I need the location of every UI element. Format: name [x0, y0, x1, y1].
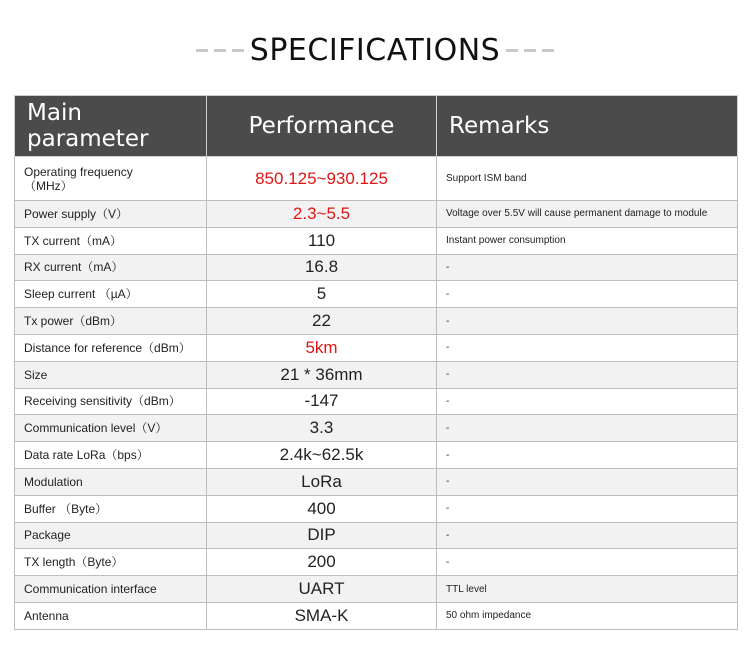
parameter-cell: Data rate LoRa（bps） [15, 442, 207, 469]
performance-cell: 110 [207, 227, 437, 254]
header-main-parameter: Main parameter [15, 96, 207, 157]
performance-cell: 200 [207, 549, 437, 576]
right-dash-divider [506, 49, 554, 52]
parameter-cell: Package [15, 522, 207, 549]
performance-cell: 21 * 36mm [207, 361, 437, 388]
parameter-cell: TX current（mA） [15, 227, 207, 254]
parameter-cell: Antenna [15, 602, 207, 629]
performance-cell: 5km [207, 334, 437, 361]
remark-cell: - [437, 495, 738, 522]
table-row [15, 254, 738, 281]
remark-cell: - [437, 361, 738, 388]
table-row [15, 361, 738, 388]
remark-cell: - [437, 334, 738, 361]
parameter-cell: TX length（Byte） [15, 549, 207, 576]
table-row [15, 415, 738, 442]
performance-cell: 5 [207, 281, 437, 308]
remark-cell: - [437, 281, 738, 308]
remark-cell: TTL level [437, 576, 738, 603]
performance-cell: 2.4k~62.5k [207, 442, 437, 469]
remark-cell: - [437, 254, 738, 281]
performance-cell: LoRa [207, 468, 437, 495]
table-row [15, 576, 738, 603]
remark-cell: - [437, 442, 738, 469]
parameter-cell: Modulation [15, 468, 207, 495]
spec-table [14, 95, 738, 630]
remark-cell: Support ISM band [437, 157, 738, 201]
remark-cell: Instant power consumption [437, 227, 738, 254]
parameter-cell: Receiving sensitivity（dBm） [15, 388, 207, 415]
parameter-cell: RX current（mA） [15, 254, 207, 281]
table-row [15, 442, 738, 469]
header-remarks: Remarks [437, 96, 738, 157]
parameter-cell: Power supply（V） [15, 201, 207, 228]
table-row [15, 602, 738, 629]
parameter-cell: Tx power（dBm） [15, 308, 207, 335]
parameter-cell: Operating frequency（MHz） [15, 157, 207, 201]
table-row [15, 388, 738, 415]
table-row [15, 308, 738, 335]
header-performance: Performance [207, 96, 437, 157]
remark-cell: - [437, 415, 738, 442]
remark-cell: - [437, 549, 738, 576]
remark-cell: - [437, 388, 738, 415]
remark-cell: - [437, 468, 738, 495]
spec-table-body [15, 157, 738, 630]
performance-cell: -147 [207, 388, 437, 415]
table-row [15, 468, 738, 495]
table-row [15, 227, 738, 254]
parameter-cell: Buffer （Byte） [15, 495, 207, 522]
performance-cell: 3.3 [207, 415, 437, 442]
title-bar [0, 30, 750, 70]
remark-cell: Voltage over 5.5V will cause permanent damage to module [437, 201, 738, 228]
table-row [15, 281, 738, 308]
performance-cell: 2.3~5.5 [207, 201, 437, 228]
performance-cell: 400 [207, 495, 437, 522]
performance-cell: 16.8 [207, 254, 437, 281]
parameter-cell: Communication level（V） [15, 415, 207, 442]
parameter-cell: Communication interface [15, 576, 207, 603]
remark-cell: - [437, 522, 738, 549]
performance-cell: DIP [207, 522, 437, 549]
page-title: SPECIFICATIONS [249, 32, 501, 68]
remark-cell: - [437, 308, 738, 335]
table-row [15, 549, 738, 576]
parameter-cell: Distance for reference（dBm） [15, 334, 207, 361]
parameter-cell: Sleep current （µA） [15, 281, 207, 308]
table-row [15, 495, 738, 522]
table-row [15, 201, 738, 228]
performance-cell: 22 [207, 308, 437, 335]
performance-cell: UART [207, 576, 437, 603]
parameter-cell: Size [15, 361, 207, 388]
header-row [15, 96, 738, 157]
left-dash-divider [196, 49, 244, 52]
remark-cell: 50 ohm impedance [437, 602, 738, 629]
table-row [15, 522, 738, 549]
table-row [15, 334, 738, 361]
table-row [15, 157, 738, 201]
performance-cell: 850.125~930.125 [207, 157, 437, 201]
performance-cell: SMA-K [207, 602, 437, 629]
